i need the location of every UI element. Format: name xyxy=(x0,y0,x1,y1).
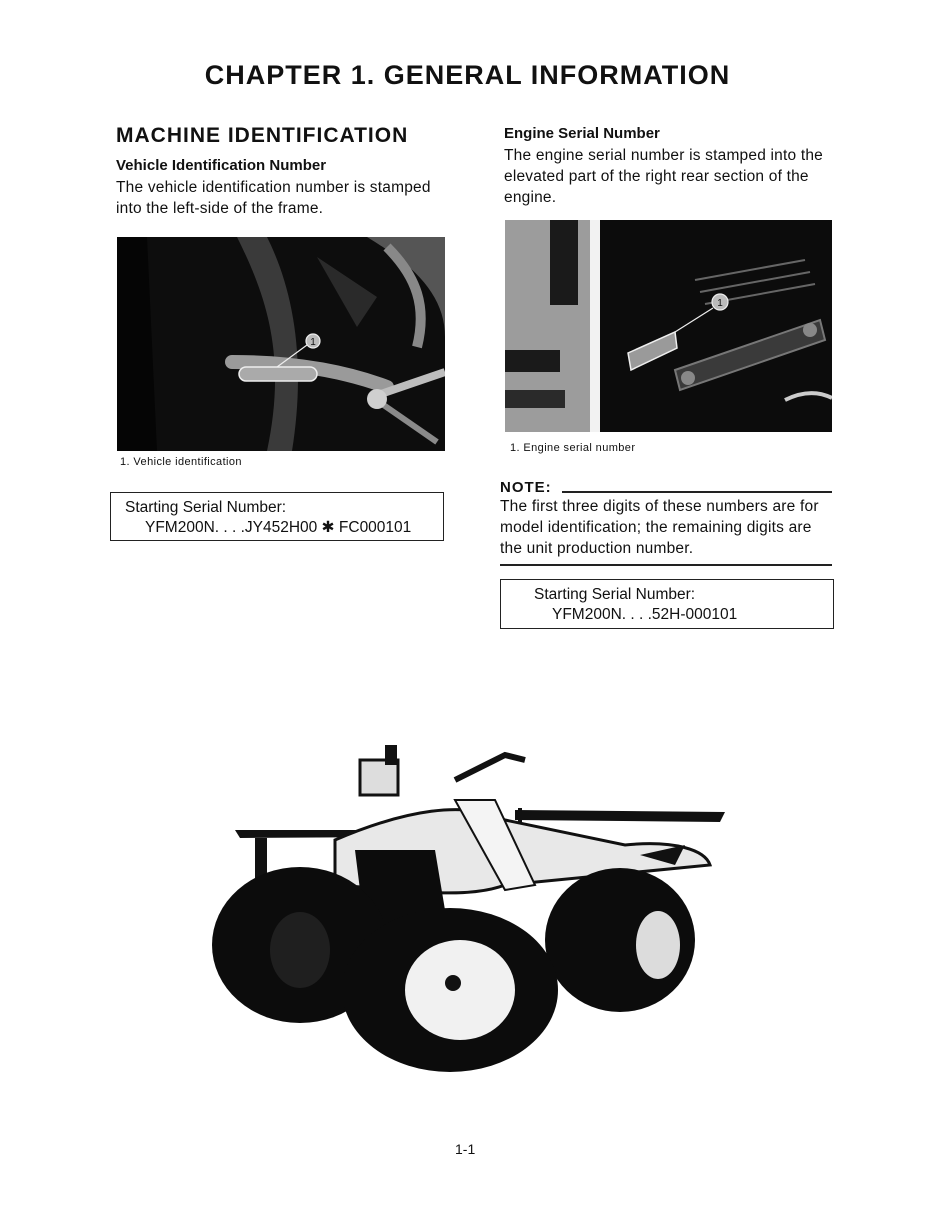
engine-photo-illustration xyxy=(505,220,832,432)
engine-serial-value: YFM200N. . . .52H-000101 xyxy=(552,606,738,623)
engine-serial-label: Starting Serial Number: xyxy=(534,586,696,603)
vehicle-id-photo xyxy=(117,237,445,451)
vehicle-id-description xyxy=(116,177,456,219)
vehicle-serial-label: Starting Serial Number: xyxy=(125,499,287,516)
vehicle-serial-value: YFM200N. . . .JY452H00 ✱ FC000101 xyxy=(145,519,412,536)
engine-serial-line-1: The engine serial number is stamped into the xyxy=(504,147,823,164)
page-number: 1-1 xyxy=(455,1141,476,1157)
chapter-title: CHAPTER 1. GENERAL INFORMATION xyxy=(204,60,731,90)
note-body xyxy=(500,496,835,559)
section-title: MACHINE IDENTIFICATION xyxy=(116,124,409,147)
note-line-1: The first three digits of these numbers are for xyxy=(500,498,819,515)
note-line-2: model identification; the remaining digits are xyxy=(500,519,812,536)
frame-photo-illustration xyxy=(117,237,445,451)
note-bottom-rule xyxy=(500,564,832,566)
engine-serial-line-2: elevated part of the right rear section of the xyxy=(504,168,809,185)
engine-serial-photo xyxy=(505,220,832,432)
vehicle-id-line-2: into the left-side of the frame. xyxy=(116,200,324,217)
atv-illustration xyxy=(205,740,730,1075)
vehicle-id-heading: Vehicle Identification Number xyxy=(116,157,327,174)
callout-1: 1 xyxy=(310,337,316,348)
vehicle-serial-box xyxy=(110,492,444,541)
engine-serial-line-3: engine. xyxy=(504,189,557,206)
engine-serial-heading: Engine Serial Number xyxy=(504,125,660,142)
atv-photo xyxy=(205,740,730,1075)
note-top-rule xyxy=(562,491,832,493)
note-line-3: the unit production number. xyxy=(500,540,694,557)
vehicle-id-caption: 1. Vehicle identification xyxy=(120,456,242,468)
engine-serial-box xyxy=(500,579,834,629)
note-label: NOTE: xyxy=(500,479,552,496)
callout-1: 1 xyxy=(717,298,723,309)
engine-serial-caption: 1. Engine serial number xyxy=(510,442,636,454)
engine-serial-description xyxy=(504,145,836,208)
vehicle-id-line-1: The vehicle identification number is stamped xyxy=(116,179,431,196)
